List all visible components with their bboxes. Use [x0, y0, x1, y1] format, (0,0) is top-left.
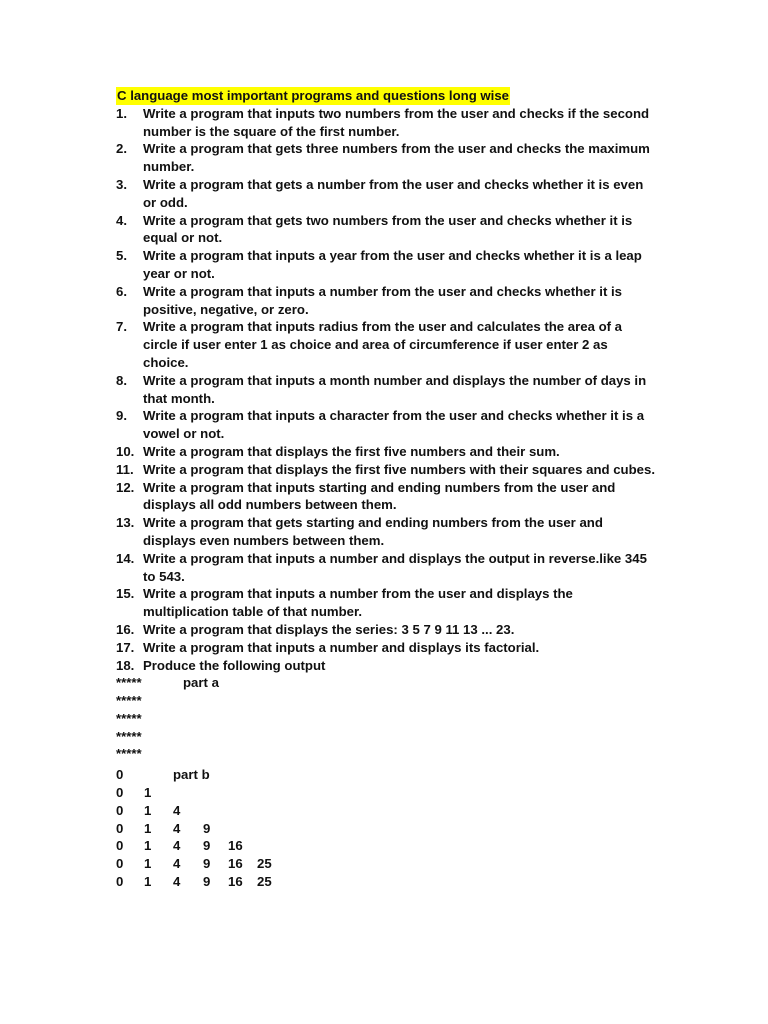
question-number: 2. [116, 141, 127, 157]
question-item [116, 621, 656, 639]
number-row [116, 837, 656, 855]
question-text: Write a program that displays the series: 3 5 7 9 11 13 ... 23. [143, 621, 515, 637]
question-number: 13. [116, 515, 135, 531]
question-number: 8. [116, 372, 127, 388]
question-item [116, 585, 656, 621]
number-cell: 1 [144, 838, 152, 854]
question-item [116, 318, 656, 371]
question-number: 6. [116, 283, 127, 299]
number-row [116, 766, 656, 784]
star-row [116, 728, 656, 746]
number-cell: 25 [257, 856, 272, 872]
number-row [116, 820, 656, 838]
number-row [116, 873, 656, 891]
question-item [116, 283, 656, 319]
question-text: Produce the following output [143, 657, 326, 673]
question-item [116, 479, 656, 515]
number-cell: 0 [116, 820, 124, 836]
number-cell: 0 [116, 874, 124, 890]
question-text: Write a program that gets a number from the user and checks whether it is even or odd. [143, 176, 644, 210]
question-item [116, 657, 656, 675]
document-title: C language most important programs and questions long wise [117, 88, 510, 103]
number-cell: 9 [203, 874, 211, 890]
document-content [116, 87, 656, 891]
part-b-pattern [116, 766, 656, 891]
question-item [116, 176, 656, 212]
number-cell: 25 [257, 874, 272, 890]
star-text: ***** [116, 746, 142, 762]
question-text: Write a program that inputs starting and ending numbers from the user and displays all odd numbers between them. [143, 479, 616, 513]
question-text: Write a program that gets three numbers from the user and checks the maximum number. [143, 141, 650, 175]
question-list [116, 105, 656, 675]
question-text: Write a program that displays the first five numbers with their squares and cubes. [143, 461, 655, 477]
number-cell: 16 [228, 874, 243, 890]
question-text: Write a program that inputs a number and displays the output in reverse.like 345 to 543. [143, 550, 647, 584]
question-number: 16. [116, 621, 135, 637]
question-text: Write a program that inputs a number from the user and checks whether it is positive, negative, or zero. [143, 283, 622, 317]
question-number: 10. [116, 443, 135, 459]
number-cell: 0 [116, 856, 124, 872]
question-text: Write a program that inputs a character from the user and checks whether it is a vowel or not. [143, 408, 645, 442]
question-text: Write a program that gets two numbers from the user and checks whether it is equal or not. [143, 212, 633, 246]
number-row [116, 784, 656, 802]
number-cell: 16 [228, 838, 243, 854]
number-cell: 1 [144, 802, 152, 818]
question-number: 12. [116, 479, 135, 495]
star-text: ***** [116, 710, 142, 726]
part-b-label: part b [173, 767, 210, 783]
number-cell: 4 [173, 820, 181, 836]
number-cell: 0 [116, 838, 124, 854]
question-number: 14. [116, 550, 135, 566]
number-cell: 1 [144, 785, 152, 801]
question-item [116, 550, 656, 586]
question-item [116, 407, 656, 443]
question-text: Write a program that inputs two numbers from the user and checks if the second number is the square of the first number. [143, 105, 650, 139]
part-a-pattern [116, 674, 656, 763]
number-cell: 16 [228, 856, 243, 872]
question-item [116, 639, 656, 657]
question-item [116, 247, 656, 283]
number-cell: 0 [116, 785, 124, 801]
question-number: 7. [116, 319, 127, 335]
number-cell: 4 [173, 838, 181, 854]
number-cell: 0 [116, 767, 124, 783]
question-number: 15. [116, 586, 135, 602]
question-item [116, 443, 656, 461]
star-text: ***** [116, 693, 142, 709]
question-number: 17. [116, 639, 135, 655]
question-text: Write a program that inputs radius from the user and calculates the area of a circle if user enter 1 as choice and area of circumference if user enter 2 as choice. [143, 319, 623, 370]
question-number: 18. [116, 657, 135, 673]
question-text: Write a program that inputs a number from the user and displays the multiplication table of that number. [143, 586, 573, 620]
number-cell: 9 [203, 856, 211, 872]
number-cell: 4 [173, 874, 181, 890]
star-text: ***** [116, 728, 142, 744]
number-cell: 4 [173, 856, 181, 872]
star-row [116, 710, 656, 728]
question-number: 1. [116, 105, 127, 121]
number-row [116, 855, 656, 873]
part-a-label: part a [183, 675, 219, 691]
question-item [116, 140, 656, 176]
question-text: Write a program that inputs a number and displays its factorial. [143, 639, 540, 655]
question-text: Write a program that inputs a month number and displays the number of days in that month. [143, 372, 647, 406]
question-item [116, 514, 656, 550]
question-item [116, 105, 656, 141]
question-number: 5. [116, 248, 127, 264]
question-number: 4. [116, 212, 127, 228]
number-cell: 9 [203, 820, 211, 836]
number-cell: 1 [144, 856, 152, 872]
question-text: Write a program that inputs a year from the user and checks whether it is a leap year or not. [143, 248, 642, 281]
star-text: ***** [116, 675, 142, 691]
number-row [116, 802, 656, 820]
question-item [116, 461, 656, 479]
question-item [116, 212, 656, 248]
number-cell: 1 [144, 874, 152, 890]
question-number: 11. [116, 461, 134, 477]
number-cell: 4 [173, 802, 181, 818]
question-number: 3. [116, 176, 127, 192]
star-row [116, 745, 656, 763]
number-cell: 9 [203, 838, 211, 854]
question-text: Write a program that gets starting and ending numbers from the user and displays even numbers between them. [143, 515, 603, 548]
star-row [116, 692, 656, 710]
number-cell: 1 [144, 820, 152, 836]
star-row [116, 674, 656, 692]
number-cell: 0 [116, 802, 124, 818]
question-item [116, 372, 656, 408]
question-text: Write a program that displays the first five numbers and their sum. [143, 443, 560, 459]
question-number: 9. [116, 408, 127, 424]
title-line [116, 87, 656, 105]
